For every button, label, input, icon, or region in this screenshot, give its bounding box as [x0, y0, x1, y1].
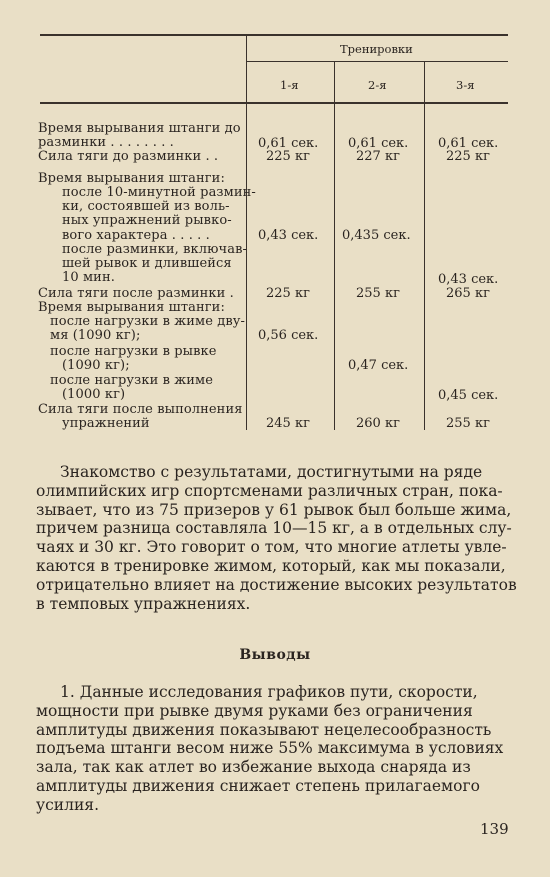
- cell-value: 0,61 сек.: [438, 136, 499, 151]
- row-label-line: разминки . . . . . . . .: [38, 135, 174, 150]
- text-line: олимпийских игр спортсменами различных стран, пока-: [36, 481, 503, 500]
- row-label-line: Время вырывания штанги:: [38, 171, 225, 186]
- row-label-line: Сила тяги до разминки . .: [38, 149, 219, 164]
- text-line: амплитуды движения снижает степень прилагаемого: [36, 776, 480, 795]
- cell-value: 0,435 сек.: [342, 228, 411, 243]
- column-rule-1: [246, 34, 247, 430]
- row-label-line: 10 мин.: [62, 270, 115, 285]
- row-label-line: мя (1090 кг);: [50, 328, 141, 343]
- row-label-line: Время вырывания штанги до: [38, 121, 241, 136]
- cell-value: 255 кг: [356, 286, 400, 301]
- row-label-line: после 10-минутной размин-: [62, 185, 256, 200]
- column-header-2: 2-я: [368, 78, 387, 92]
- table-top-rule: [40, 34, 508, 36]
- text-line: мощности при рывке двумя руками без ограничения: [36, 701, 473, 720]
- text-line: зывает, что из 75 призеров у 61 рывок был больше жима,: [36, 500, 512, 519]
- row-label-line: ных упражнений рывко-: [62, 213, 232, 228]
- cell-value: 0,61 сек.: [348, 136, 409, 151]
- cell-value: 0,56 сек.: [258, 328, 319, 343]
- cell-value: 225 кг: [266, 286, 310, 301]
- text-line: чаях и 30 кг. Это говорит о том, что многие атлеты увле-: [36, 538, 507, 557]
- row-label-line: после нагрузки в рывке: [50, 344, 217, 359]
- column-rule-2: [334, 61, 335, 430]
- row-label-line: после разминки, включав-: [62, 242, 247, 257]
- row-label-line: упражнений: [62, 416, 150, 431]
- text-line: амплитуды движения показывают нецелесообразность: [36, 720, 492, 739]
- text-line: 1. Данные исследования графиков пути, скорости,: [60, 683, 478, 701]
- cell-value: 0,45 сек.: [438, 388, 499, 403]
- row-label-line: вого характера . . . . .: [62, 228, 210, 243]
- section-heading: Выводы: [239, 647, 311, 663]
- cell-value: 265 кг: [446, 286, 490, 301]
- column-header-3: 3-я: [456, 78, 475, 92]
- cell-value: 0,43 сек.: [258, 228, 319, 243]
- row-label-line: Сила тяги после выполнения: [38, 402, 243, 417]
- text-line: зала, так как атлет во избежание выхода снаряда из: [36, 758, 471, 777]
- column-header-1: 1-я: [280, 78, 299, 92]
- table-group-header: Тренировки: [340, 42, 413, 56]
- page-number: 139: [480, 820, 509, 838]
- cell-value: 255 кг: [446, 416, 490, 431]
- row-label-line: (1090 кг);: [62, 358, 130, 373]
- text-line: усилия.: [36, 795, 100, 814]
- column-rule-3: [424, 61, 425, 430]
- cell-value: 245 кг: [266, 416, 310, 431]
- row-label-line: ки, состоявшей из воль-: [62, 199, 230, 214]
- cell-value: 260 кг: [356, 416, 400, 431]
- table-header-bottom-rule: [40, 102, 508, 104]
- text-line: каются в тренировке жимом, который, как мы показали,: [36, 556, 506, 575]
- table-header-divider: [246, 61, 508, 62]
- row-label-line: после нагрузки в жиме дву-: [50, 314, 246, 329]
- text-line: Знакомство с результатами, достигнутыми на ряде: [60, 463, 483, 481]
- row-label-line: (1000 кг): [62, 387, 126, 402]
- body-paragraph: [36, 463, 517, 613]
- row-label-line: Время вырывания штанги:: [38, 300, 225, 315]
- row-label-line: после нагрузки в жиме: [50, 373, 214, 388]
- text-line: отрицательно влияет на достижение высоких результатов: [36, 575, 517, 594]
- cell-value: 0,43 сек.: [438, 272, 499, 287]
- row-label-line: шей рывок и длившейся: [62, 256, 232, 271]
- text-line: в темповых упражнениях.: [36, 594, 251, 613]
- cell-value: 0,47 сек.: [348, 358, 409, 373]
- cell-value: 0,61 сек.: [258, 136, 319, 151]
- row-label-line: Сила тяги после разминки .: [38, 286, 234, 301]
- text-line: подъема штанги весом ниже 55% максимума в условиях: [36, 739, 504, 758]
- text-line: причем разница составляла 10—15 кг, а в отдельных слу-: [36, 519, 512, 538]
- cell-value: 227 кг: [356, 149, 400, 164]
- conclusions-paragraph: [36, 683, 508, 815]
- cell-value: 225 кг: [446, 149, 490, 164]
- cell-value: 225 кг: [266, 149, 310, 164]
